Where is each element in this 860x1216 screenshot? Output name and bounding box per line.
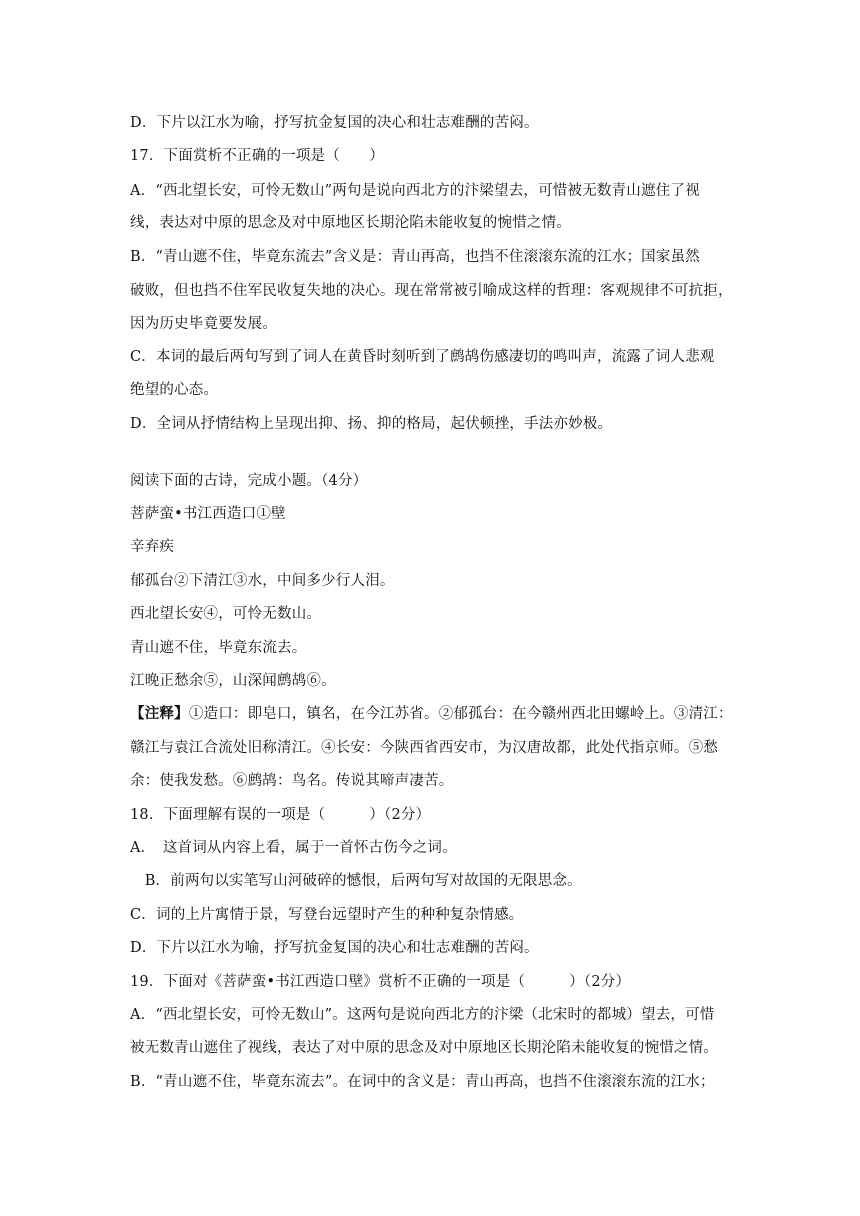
question-17: 17．下面赏析不正确的一项是（ ） (130, 148, 385, 164)
option-d-line: D．下片以江水为喻，抒写抗金复国的决心和壮志难酬的苦闷。 (130, 115, 539, 131)
q18-option-d: D．下片以江水为喻，抒写抗金复国的决心和壮志难酬的苦闷。 (130, 940, 539, 956)
option-d-line-2: D．全词从抒情结构上呈现出抑、扬、抑的格局，起伏顿挫，手法亦妙极。 (130, 416, 613, 432)
poem-line-4: 江晚正愁余⑤，山深闻鹧鸪⑥。 (130, 673, 336, 689)
q19-option-a-line-2: 被无数青山遮住了视线，表达了对中原的思念及对中原地区长期沦陷未能收复的惋惜之情。 (130, 1040, 718, 1056)
annotation-line-2: 赣江与袁江合流处旧称清江。④长安：今陕西省西安市，为汉唐故都，此处代指京师。⑤愁 (130, 740, 718, 756)
option-b-line-1: B．“青山遮不住，毕竟东流去”含义是：青山再高，也挡不住滚滚东流的江水；国家虽然 (130, 249, 700, 265)
option-a-line-1: A．“西北望长安，可怜无数山”两句是说向西北方的汴梁望去，可惜被无数青山遮住了视 (130, 183, 700, 199)
option-b-line-2: 破败，但也挡不住军民收复失地的决心。现在常常被引喻成这样的哲理：客观规律不可抗拒， (130, 283, 733, 299)
q19-option-a-line-1: A．“西北望长安，可怜无数山”。这两句是说向西北方的汴梁（北宋时的都城）望去，可惜 (130, 1007, 715, 1023)
q18-option-a: A． 这首词从内容上看，属于一首怀古伤今之词。 (130, 840, 457, 856)
annotation-label: 【注释】 (130, 705, 189, 722)
poem-line-2: 西北望长安④，可怜无数山。 (130, 606, 322, 622)
question-18: 18．下面理解有误的一项是（ ）（2分） (130, 807, 431, 823)
poem-title: 菩萨蛮•书江西造口①壁 (130, 506, 286, 522)
reading-instruction: 阅读下面的古诗，完成小题。（4分） (130, 473, 368, 489)
poem-line-3: 青山遮不住，毕竟东流去。 (130, 640, 307, 656)
q19-option-b-line-1: B．“青山遮不住，毕竟东流去”。在词中的含义是：青山再高，也挡不住滚滚东流的江水； (130, 1074, 715, 1090)
poem-author: 辛弃疾 (130, 539, 175, 555)
option-c-line-1: C．本词的最后两句写到了词人在黄昏时刻听到了鹧鸪伤感凄切的鸣叫声，流露了词人悲观 (130, 349, 715, 365)
poem-line-1: 郁孤台②下清江③水，中间多少行人泪。 (130, 573, 395, 589)
option-c-line-2: 绝望的心态。 (130, 382, 219, 398)
q18-option-b: B．前两句以实笔写山河破碎的憾恨，后两句写对故国的无限思念。 (130, 873, 582, 889)
annotation-line-1 (130, 704, 740, 724)
q18-option-c: C．词的上片寓情于景，写登台远望时产生的种种复杂情感。 (130, 907, 524, 923)
question-19: 19．下面对《菩萨蛮•书江西造口壁》赏析不正确的一项是（ ）（2分） (130, 974, 631, 990)
option-b-line-3: 因为历史毕竟要发展。 (130, 316, 277, 332)
annotation-line-3: 余：使我发愁。⑥鹧鸪：鸟名。传说其啼声凄苦。 (130, 773, 454, 789)
option-a-line-2: 线，表达对中原的思念及对中原地区长期沦陷未能收复的惋惜之情。 (130, 215, 571, 231)
annotation-text: ①造口：即皂口，镇名，在今江苏省。②郁孤台：在今赣州西北田螺岭上。③清江： (188, 706, 733, 722)
